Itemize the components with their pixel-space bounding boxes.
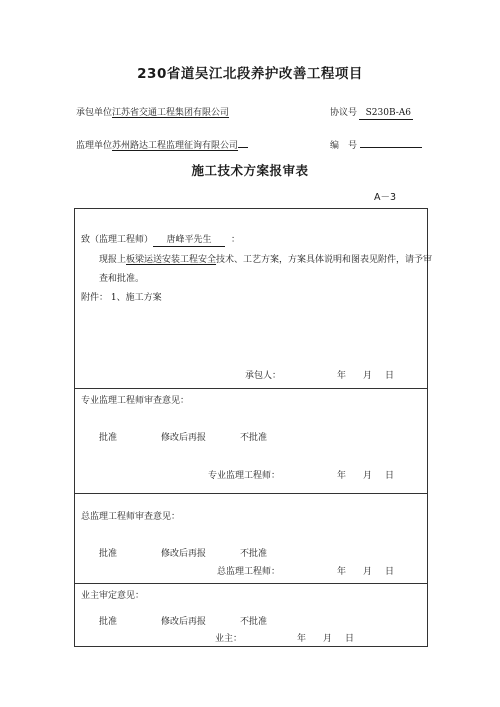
number-blank: [360, 137, 422, 148]
submission-section: [75, 209, 433, 389]
chief-signer: 总监理工程师：: [217, 567, 281, 577]
date-year: 年: [337, 371, 347, 381]
contractor-signer: 承包人：: [245, 371, 282, 381]
date-day: 日: [345, 634, 355, 644]
supervisor-value: 苏州路达工程监理征询有限公司: [112, 141, 239, 151]
approve-option: 批准: [99, 549, 118, 559]
number-row: [330, 137, 422, 152]
addressee-row: [81, 235, 240, 247]
agreement-label: 协议号: [330, 108, 358, 118]
supervisor-row: [76, 137, 248, 152]
project-title: 230省道吴江北段养护改善工程项目: [137, 66, 363, 82]
date-month: 月: [363, 471, 373, 481]
form-code: A－3: [373, 192, 396, 203]
date-month: 月: [323, 634, 333, 644]
date-month: 月: [363, 567, 373, 577]
supervisor-label: 监理单位: [76, 141, 113, 151]
date-day: 日: [385, 371, 395, 381]
date-day: 日: [385, 471, 395, 481]
form-title: 施工技术方案报审表: [191, 163, 309, 178]
owner-signer: 业主：: [215, 634, 243, 644]
submission-body: [81, 251, 437, 289]
revise-option: 修改后再报: [161, 433, 207, 443]
addressee-suffix: ：: [231, 235, 241, 245]
date-year: 年: [297, 634, 307, 644]
body-prefix: 现报上: [99, 255, 127, 265]
date-month: 月: [363, 371, 373, 381]
approve-option: 批准: [99, 433, 118, 443]
supervisor-line-tail: [238, 137, 248, 148]
body-item: 板梁运送安装工程安全: [126, 255, 217, 265]
owner-review-section: [75, 584, 427, 648]
date-year: 年: [337, 567, 347, 577]
specialist-review-section: [75, 389, 427, 494]
approve-option: 批准: [99, 617, 118, 627]
engineer-name: 唐峰平先生: [153, 236, 225, 247]
agreement-value: S230B-A6: [359, 109, 413, 120]
specialist-heading: 专业监理工程师审查意见：: [81, 396, 190, 406]
attachment-line: 附件： 1、施工方案: [81, 293, 162, 303]
agreement-row: [330, 108, 413, 120]
reject-option: 不批准: [240, 433, 268, 443]
date-year: 年: [337, 471, 347, 481]
specialist-signer: 专业监理工程师：: [208, 471, 281, 481]
contractor-value: 江苏省交通工程集团有限公司: [112, 108, 230, 118]
review-form: [74, 208, 433, 647]
chief-review-section: [75, 494, 427, 584]
chief-heading: 总监理工程师审查意见：: [81, 512, 181, 522]
contractor-label: 承包单位: [76, 108, 113, 118]
date-day: 日: [385, 567, 395, 577]
revise-option: 修改后再报: [161, 549, 207, 559]
owner-heading: 业主审定意见：: [81, 591, 145, 601]
number-label: 编 号: [330, 141, 358, 151]
contractor-row: [76, 108, 229, 119]
revise-option: 修改后再报: [161, 617, 207, 627]
reject-option: 不批准: [240, 617, 268, 627]
reject-option: 不批准: [240, 549, 268, 559]
addressee-prefix: 致（监理工程师）: [81, 235, 154, 245]
body-suffix: 技术、工艺方案，方案具体说明和图表见附件，请予审查和批准。: [99, 255, 433, 284]
